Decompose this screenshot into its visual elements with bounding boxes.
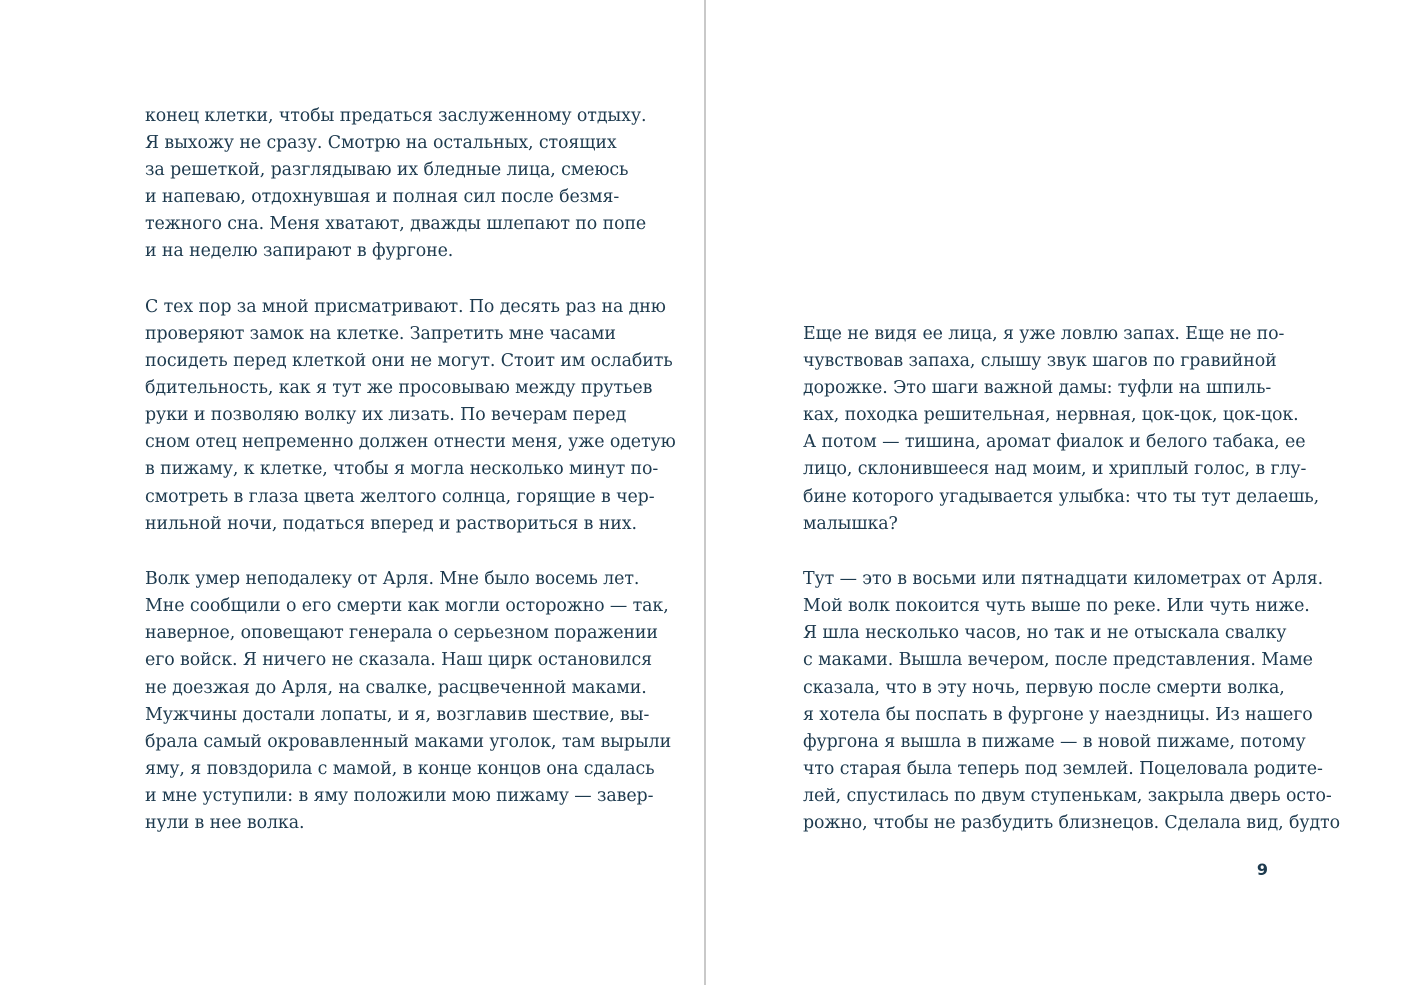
text-line: в пижаму, к клетке, чтобы я могла несколько минут по- bbox=[145, 459, 659, 479]
page-number: 9 bbox=[1256, 860, 1268, 879]
text-line: Мне сообщили о его смерти как могли осторожно — так, bbox=[145, 596, 669, 616]
text-line: тежного сна. Меня хватают, дважды шлепают по попе bbox=[145, 214, 647, 234]
text-line: за решеткой, разглядываю их бледные лица, смеюсь bbox=[145, 160, 629, 180]
text-line: и напеваю, отдохнувшая и полная сил после безмя- bbox=[145, 187, 620, 207]
text-line: я хотела бы поспать в фургоне у наездницы. Из нашего bbox=[803, 705, 1313, 725]
text-line: Я шла несколько часов, но так и не отыскала свалку bbox=[803, 623, 1287, 643]
text-line: яму, я повздорила с мамой, в конце концов она сдалась bbox=[145, 759, 655, 779]
text-line: Тут — это в восьми или пятнадцати километрах от Арля. bbox=[803, 569, 1324, 589]
text-line: бине которого угадывается улыбка: что ты тут делаешь, bbox=[803, 487, 1320, 507]
text-line: ках, походка решительная, нервная, цок-цок, цок-цок. bbox=[803, 405, 1299, 425]
text-line: сказала, что в эту ночь, первую после смерти волка, bbox=[803, 678, 1285, 698]
text-line: чувствовав запаха, слышу звук шагов по гравийной bbox=[803, 351, 1277, 371]
text-line: Мой волк покоится чуть выше по реке. Или чуть ниже. bbox=[803, 596, 1310, 616]
text-line: проверяют замок на клетке. Запретить мне часами bbox=[145, 324, 616, 344]
left-page bbox=[0, 0, 704, 985]
text-line: руки и позволяю волку их лизать. По вечерам перед bbox=[145, 405, 627, 425]
text-line: лицо, склонившееся над моим, и хриплый голос, в глу- bbox=[803, 459, 1307, 479]
text-line: нильной ночи, податься вперед и раствориться в них. bbox=[145, 514, 637, 534]
right-page bbox=[706, 0, 1410, 985]
text-line: малышка? bbox=[803, 514, 898, 534]
text-line: А потом — тишина, аромат фиалок и белого табака, ее bbox=[803, 432, 1306, 452]
text-line: конец клетки, чтобы предаться заслуженному отдыху. bbox=[145, 106, 647, 126]
text-line: Волк умер неподалеку от Арля. Мне было восемь лет. bbox=[145, 569, 640, 589]
text-line: бдительность, как я тут же просовываю между прутьев bbox=[145, 378, 653, 398]
text-line: Мужчины достали лопаты, и я, возглавив шествие, вы- bbox=[145, 705, 650, 725]
text-line: брала самый окровавленный маками уголок, там вырыли bbox=[145, 732, 672, 752]
text-line: не доезжая до Арля, на свалке, расцвеченной маками. bbox=[145, 678, 647, 698]
text-line: посидеть перед клеткой они не могут. Стоит им ослабить bbox=[145, 351, 673, 371]
text-line: лей, спустилась по двум ступенькам, закрыла дверь осто- bbox=[803, 786, 1332, 806]
text-line: сном отец непременно должен отнести меня, уже одетую bbox=[145, 432, 676, 452]
text-line: Я выхожу не сразу. Смотрю на остальных, стоящих bbox=[145, 133, 617, 153]
text-line: Еще не видя ее лица, я уже ловлю запах. Еще не по- bbox=[803, 324, 1285, 344]
text-line: фургона я вышла в пижаме — в новой пижаме, потому bbox=[803, 732, 1306, 752]
text-line: и на неделю запирают в фургоне. bbox=[145, 241, 454, 261]
text-line: его войск. Я ничего не сказала. Наш цирк остановился bbox=[145, 650, 653, 670]
text-line: смотреть в глаза цвета желтого солнца, горящие в чер- bbox=[145, 487, 655, 507]
text-line: что старая была теперь под землей. Поцеловала родите- bbox=[803, 759, 1323, 779]
text-line: дорожке. Это шаги важной дамы: туфли на шпиль- bbox=[803, 378, 1272, 398]
text-line: С тех пор за мной присматривают. По десять раз на дню bbox=[145, 297, 666, 317]
text-line: наверное, оповещают генерала о серьезном поражении bbox=[145, 623, 658, 643]
text-line: рожно, чтобы не разбудить близнецов. Сделала вид, будто bbox=[803, 813, 1340, 833]
text-line: нули в нее волка. bbox=[145, 813, 305, 833]
text-line: и мне уступили: в яму положили мою пижаму — завер- bbox=[145, 786, 654, 806]
text-line: с маками. Вышла вечером, после представления. Маме bbox=[803, 650, 1313, 670]
